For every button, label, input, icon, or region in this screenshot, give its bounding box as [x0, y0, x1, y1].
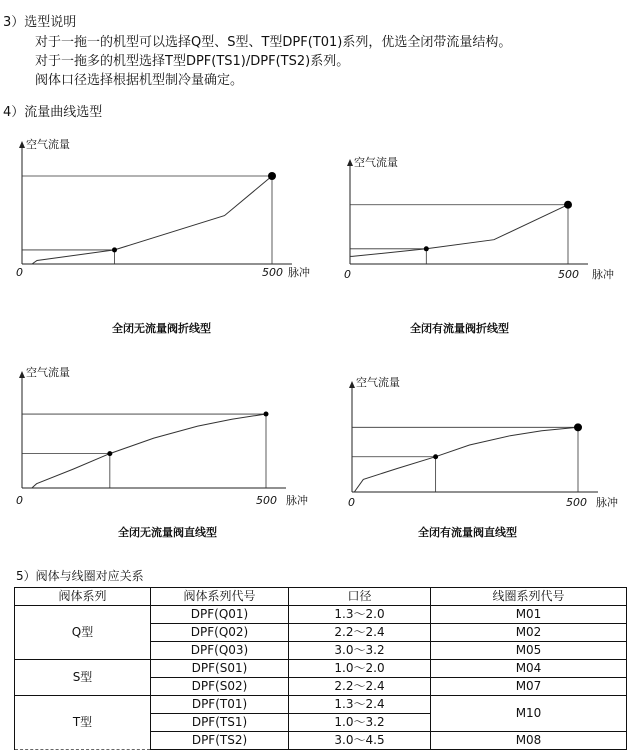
coil-cell: M01 — [431, 606, 627, 624]
coil-cell: M04 — [431, 660, 627, 678]
chart-svg — [340, 150, 638, 310]
x-tick-500: 500 — [566, 496, 587, 509]
x-tick-0: 0 — [348, 496, 355, 509]
caliber-cell: 1.3～2.4 — [289, 696, 431, 714]
code-cell: DPF(Q02) — [151, 624, 289, 642]
flow-curve — [354, 427, 578, 492]
flow-chart-4 — [340, 372, 638, 532]
chart-svg — [340, 372, 638, 532]
chart-svg — [12, 132, 322, 292]
series-cell-q: Q型 — [15, 606, 151, 660]
chart-2-caption: 全闭有流量阀折线型 — [410, 322, 509, 335]
x-tick-500: 500 — [262, 266, 283, 279]
x-tick-0: 0 — [16, 266, 23, 279]
y-axis-label: 空气流量 — [26, 366, 70, 379]
section5-heading: 5）阀体与线圈对应关系 — [16, 569, 144, 583]
data-point-marker — [574, 423, 582, 431]
y-axis-label: 空气流量 — [356, 376, 400, 389]
x-tick-500: 500 — [558, 268, 579, 281]
section3-line-2: 对于一拖多的机型选择T型DPF(TS1)/DPF(TS2)系列。 — [35, 54, 350, 69]
code-cell: DPF(S02) — [151, 678, 289, 696]
code-cell: DPF(TS2) — [151, 732, 289, 750]
coil-cell: M05 — [431, 642, 627, 660]
chart-4-caption: 全闭有流量阀直线型 — [418, 526, 517, 539]
y-axis-label: 空气流量 — [26, 138, 70, 151]
header-code: 阀体系列代号 — [151, 588, 289, 606]
table-row — [15, 660, 627, 678]
code-cell: DPF(Q03) — [151, 642, 289, 660]
caliber-cell: 2.2～2.4 — [289, 624, 431, 642]
x-axis-label: 脉冲 — [596, 496, 618, 509]
coil-cell-merged: M10 — [431, 696, 627, 732]
coil-cell: M08 — [431, 732, 627, 750]
code-cell: DPF(T01) — [151, 696, 289, 714]
data-point-marker — [107, 451, 112, 456]
section3-line-1: 对于一拖一的机型可以选择Q型、S型、T型DPF(T01)系列，优选全闭带流量结构。 — [35, 35, 512, 50]
table-row — [15, 696, 627, 714]
header-coil: 线圈系列代号 — [431, 588, 627, 606]
data-point-marker — [268, 172, 276, 180]
coil-cell: M02 — [431, 624, 627, 642]
x-tick-500: 500 — [256, 494, 277, 507]
code-cell: DPF(TS1) — [151, 714, 289, 732]
series-cell-s: S型 — [15, 660, 151, 696]
flow-chart-1 — [12, 132, 322, 292]
y-axis-arrow — [349, 381, 355, 388]
data-point-marker — [564, 201, 572, 209]
caliber-cell: 2.2～2.4 — [289, 678, 431, 696]
data-point-marker — [433, 454, 438, 459]
header-caliber: 口径 — [289, 588, 431, 606]
data-point-marker — [264, 412, 269, 417]
caliber-cell: 1.0～3.2 — [289, 714, 431, 732]
x-tick-0: 0 — [16, 494, 23, 507]
caliber-cell: 3.0～3.2 — [289, 642, 431, 660]
code-cell: DPF(S01) — [151, 660, 289, 678]
table-header-row — [15, 588, 627, 606]
chart-1-caption: 全闭无流量阀折线型 — [112, 322, 211, 335]
section4-heading: 4）流量曲线选型 — [3, 105, 103, 120]
coil-cell: M07 — [431, 678, 627, 696]
y-axis-arrow — [19, 141, 25, 148]
series-cell-t: T型 — [15, 696, 151, 750]
flow-curve — [32, 414, 266, 488]
x-tick-0: 0 — [344, 268, 351, 281]
flow-chart-3 — [12, 362, 322, 522]
table-row — [15, 606, 627, 624]
caliber-cell: 1.0～2.0 — [289, 660, 431, 678]
valve-coil-table — [14, 587, 627, 750]
chart-3-caption: 全闭无流量阀直线型 — [118, 526, 217, 539]
data-point-marker — [424, 246, 429, 251]
code-cell: DPF(Q01) — [151, 606, 289, 624]
y-axis-arrow — [347, 159, 353, 166]
caliber-cell: 3.0～4.5 — [289, 732, 431, 750]
chart-svg — [12, 362, 322, 522]
flow-chart-2 — [340, 150, 638, 310]
caliber-cell: 1.3～2.0 — [289, 606, 431, 624]
flow-curve — [32, 176, 272, 264]
y-axis-arrow — [19, 371, 25, 378]
section3-line-3: 阀体口径选择根据机型制冷量确定。 — [35, 73, 244, 88]
y-axis-label: 空气流量 — [354, 156, 398, 169]
header-series: 阀体系列 — [15, 588, 151, 606]
data-point-marker — [112, 247, 117, 252]
section3-heading: 3）选型说明 — [3, 15, 77, 30]
x-axis-label: 脉冲 — [592, 268, 614, 281]
x-axis-label: 脉冲 — [288, 266, 310, 279]
x-axis-label: 脉冲 — [286, 494, 308, 507]
